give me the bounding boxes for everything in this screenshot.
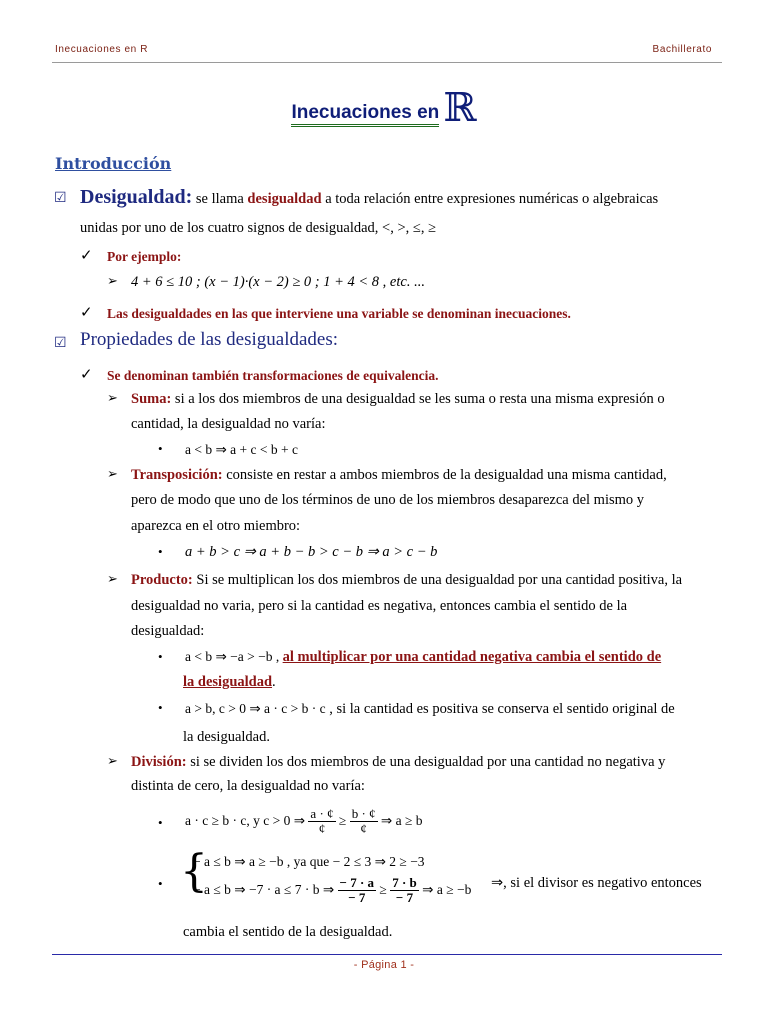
prod-example1-cont: la desigualdad. (183, 674, 276, 690)
def-bold: desigualdad (247, 191, 322, 207)
bullet-icon: • (158, 876, 163, 891)
numerator: − 7 · a (339, 875, 375, 891)
bullet-icon: • (158, 700, 163, 715)
div-text1: si se dividen los dos miembros de una desigualdad por una cantidad no negativa y (186, 754, 666, 770)
system-brace: { (180, 846, 208, 897)
trans-example: a + b > c ⇒ a + b − b > c − b ⇒ a > c − b (185, 544, 438, 560)
checkbox-icon: ☑ (54, 335, 67, 351)
bullet-icon: • (158, 441, 163, 456)
numerator: b · ¢ (351, 806, 376, 822)
div-line1 (131, 753, 665, 771)
def-line2: unidas por uno de los cuatro signos de desigualdad, <, >, ≤, ≥ (80, 220, 437, 236)
real-numbers-symbol: ℝ (443, 85, 477, 131)
suma-text1: si a los dos miembros de una desigualdad se les suma o resta una misma expresión o (171, 391, 665, 407)
checkmark-icon: ✓ (80, 246, 93, 264)
desigualdad-definition (80, 188, 658, 208)
title-text: Inecuaciones en (291, 102, 439, 127)
header-divider (52, 62, 722, 63)
prod-ex1-note2: la desigualdad (183, 674, 273, 690)
div-ex2-tail: ⇒, si el divisor es negativo entonces (491, 875, 702, 891)
arrow-bullet-icon: ➢ (107, 572, 118, 587)
example-expression: 4 + 6 ≤ 10 ; (x − 1)·(x − 2) ≥ 0 ; 1 + 4 < 8 , etc. ... (131, 274, 425, 290)
div-ex1-left: a · c ≥ b · c, y c > 0 ⇒ (185, 813, 306, 828)
div-ex2-line2 (193, 872, 471, 908)
trans-label: Transposición: (131, 467, 223, 483)
arrow-bullet-icon: ➢ (107, 467, 118, 482)
arrow-bullet-icon: ➢ (107, 274, 118, 289)
prod-line3: desigualdad: (131, 623, 205, 639)
fraction (350, 807, 378, 836)
div-ex2-left: − a ≤ b ⇒ −7 · a ≤ 7 · b ⇒ (193, 882, 335, 897)
denominator: − 7 (395, 890, 414, 906)
def-pre: se llama (192, 191, 248, 207)
bullet-icon: • (158, 649, 163, 664)
trans-line3: aparezca en el otro miembro: (131, 518, 301, 534)
bullet-icon: • (158, 544, 163, 559)
footer-divider (52, 954, 722, 955)
prod-ex1-expr: a < b ⇒ −a > −b , (185, 649, 283, 664)
bullet-icon: • (158, 815, 163, 830)
checkbox-icon: ☑ (54, 190, 67, 206)
prod-ex2-note: , si la cantidad es positiva se conserva el sentido original de (325, 701, 675, 717)
checkmark-icon: ✓ (80, 303, 93, 321)
transformations-note: Se denominan también transformaciones de equivalencia. (107, 368, 439, 383)
div-ex1-right: ⇒ a ≥ b (380, 813, 423, 828)
prod-example1 (185, 648, 661, 666)
fraction (338, 876, 377, 905)
page-title (0, 85, 768, 131)
suma-line2: cantidad, la desigualdad no varía: (131, 416, 326, 432)
header-right: Bachillerato (652, 44, 712, 55)
div-ex2-line1: − a ≤ b ⇒ a ≥ −b , ya que − 2 ≤ 3 ⇒ 2 ≥ −3 (193, 854, 425, 869)
prod-line2: desigualdad no varia, pero si la cantidad es negativa, entonces cambia el sentido de la (131, 598, 628, 614)
example-label: Por ejemplo: (107, 249, 182, 264)
div-ex2-right: ⇒ a ≥ −b (422, 882, 472, 897)
properties-heading: Propiedades de las desigualdades: (80, 329, 339, 350)
numerator: 7 · b (392, 875, 417, 891)
page-number: - Página 1 - (353, 959, 415, 971)
suma-example: a < b ⇒ a + c < b + c (185, 442, 298, 457)
trans-text1: consiste en restar a ambos miembros de la desigualdad una misma cantidad, (222, 467, 667, 483)
trans-line1 (131, 466, 667, 484)
fraction (390, 876, 419, 905)
prod-line1 (131, 571, 682, 589)
denominator: ¢ (360, 821, 367, 837)
inecuaciones-note: Las desigualdades en las que interviene una variable se denominan inecuaciones. (107, 306, 571, 321)
div-line2: distinta de cero, la desigualdad no varía: (131, 778, 365, 794)
suma-line1 (131, 390, 665, 408)
denominator: − 7 (348, 890, 366, 906)
desigualdad-term: Desigualdad: (80, 186, 193, 208)
div-label: División: (131, 754, 187, 770)
section-heading: Introducción (55, 154, 172, 173)
fraction (308, 807, 335, 836)
relation: ≥ (338, 813, 347, 828)
header-left: Inecuaciones en R (55, 44, 149, 55)
arrow-bullet-icon: ➢ (107, 754, 118, 769)
div-ex2-tail2: cambia el sentido de la desigualdad. (183, 924, 393, 940)
prod-label: Producto: (131, 572, 193, 588)
checkmark-icon: ✓ (80, 365, 93, 383)
prod-example2 (185, 700, 675, 718)
prod-example2-cont: la desigualdad. (183, 729, 270, 745)
trans-line2: pero de modo que uno de los términos de uno de los miembros desaparezca del mismo y (131, 492, 645, 508)
suma-label: Suma: (131, 391, 172, 407)
arrow-bullet-icon: ➢ (107, 391, 118, 406)
relation: ≥ (379, 882, 387, 897)
prod-text1: Si se multiplican los dos miembros de una desigualdad por una cantidad positiva, la (192, 572, 683, 588)
prod-ex2-expr: a > b, c > 0 ⇒ a · c > b · c (185, 701, 326, 716)
div-example1 (185, 803, 423, 839)
def-post: a toda relación entre expresiones numéricas o algebraicas (321, 191, 659, 207)
numerator: a · ¢ (310, 806, 334, 822)
denominator: ¢ (318, 821, 326, 837)
prod-ex1-note: al multiplicar por una cantidad negativa cambia el sentido de (282, 649, 662, 665)
